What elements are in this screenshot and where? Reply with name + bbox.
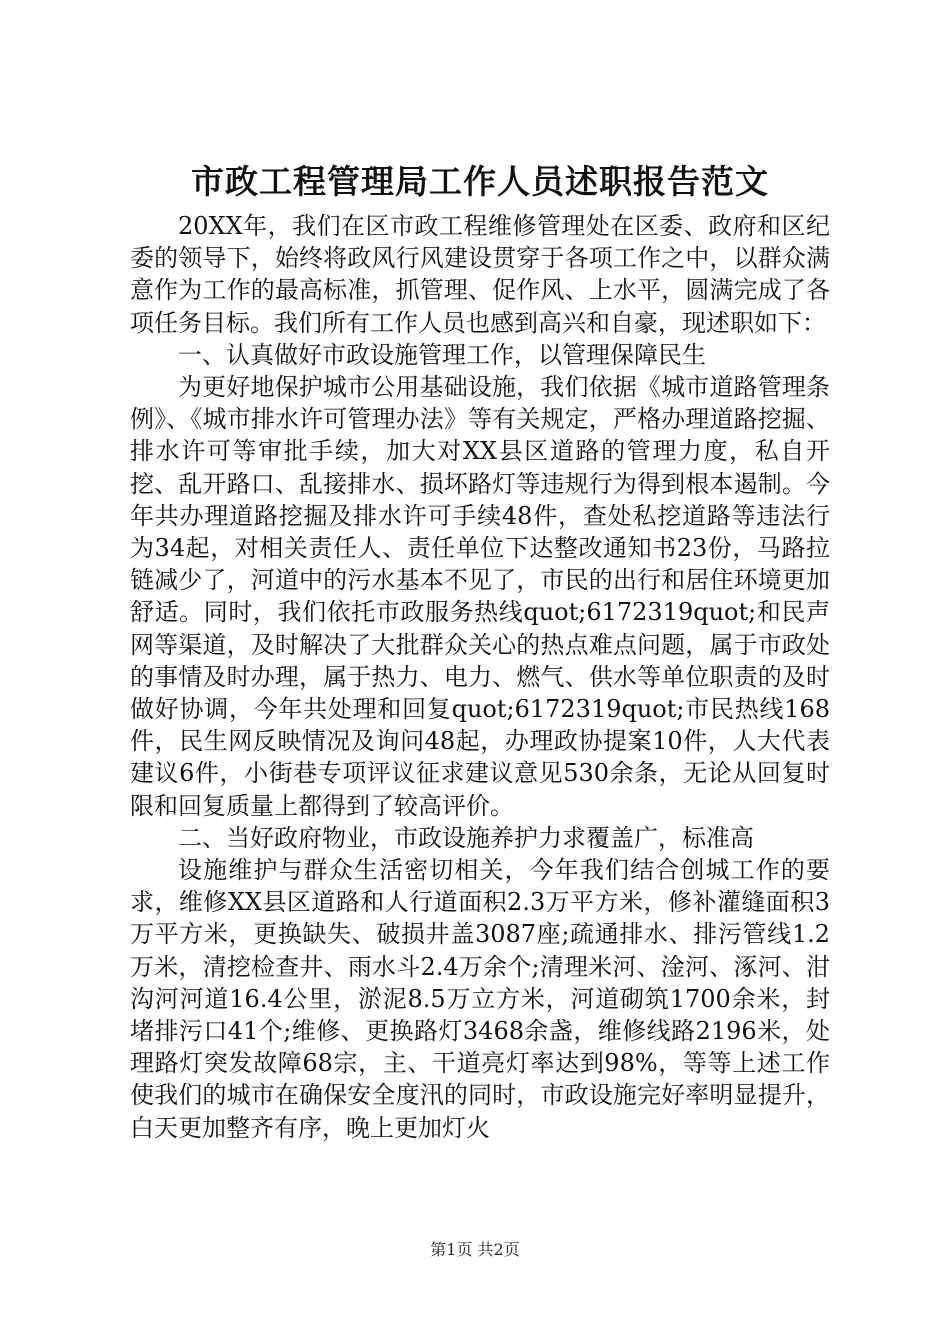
document-page [130, 160, 830, 1144]
paragraph-section-1: 为更好地保护城市公用基础设施，我们依据《城市道路管理条例》、《城市排水许可管理办法》等有关规定，严格办理道路挖掘、排水许可等审批手续，加大对XX县区道路的管理力度，私自开挖、乱开路口、乱接排水、损坏路灯等违规行为得到根本遏制。今年共办理道路挖掘及排水许可手续48件，查处私挖道路等违法行为34起，对相关责任人、责任单位下达整改通知书23份，马路拉链减少了，河道中的污水基本不见了，市民的出行和居住环境更加舒适。同时，我们依托市政服务热线quot;6172319quot;和民声网等渠道，及时解决了大批群众关心的热点难点问题，属于市政处的事情及时办理，属于热力、电力、燃气、供水等单位职责的及时做好协调，今年共处理和回复quot;6172319quot;市民热线168件，民生网反映情况及询问48起，办理政协提案10件，人大代表建议6件，小街巷专项评议征求建议意见530余条，无论从回复时限和回复质量上都得到了较高评价。 [130, 373, 830, 820]
paragraph-section-2: 设施维护与群众生活密切相关，今年我们结合创城工作的要求，维修XX县区道路和人行道面积2.3万平方米，修补灌缝面积3万平方米，更换缺失、破损井盖3087座;疏通排水、排污管线1.2万米，清挖检查井、雨水斗2.4万余个;清理米河、淦河、涿河、泔沟河河道16.4公里，淤泥8.5万立方米，河道砌筑1700余米，封堵排污口41个;维修、更换路灯3468余盏，维修线路2196米，处理路灯突发故障68宗，主、干道亮灯率达到98%，等等上述工作使我们的城市在确保安全度汛的同时，市政设施完好率明显提升，白天更加整齐有序，晚上更加灯火 [130, 856, 830, 1142]
document-title: 市政工程管理局工作人员述职报告范文 [191, 162, 769, 201]
paragraph-intro: 20XX年，我们在区市政工程维修管理处在区委、政府和区纪委的领导下，始终将政风行风建设贯穿于各项工作之中，以群众满意作为工作的最高标准，抓管理、促作风、上水平，圆满完成了各项任务目标。我们所有工作人员也感到高兴和自豪，现述职如下： [130, 212, 830, 337]
page-footer: 第1页 共2页 [430, 1240, 520, 1259]
section-heading-1: 一、认真做好市政设施管理工作，以管理保障民生 [178, 340, 706, 369]
section-heading-2: 二、当好政府物业，市政设施养护力求覆盖广，标准高 [178, 823, 754, 852]
